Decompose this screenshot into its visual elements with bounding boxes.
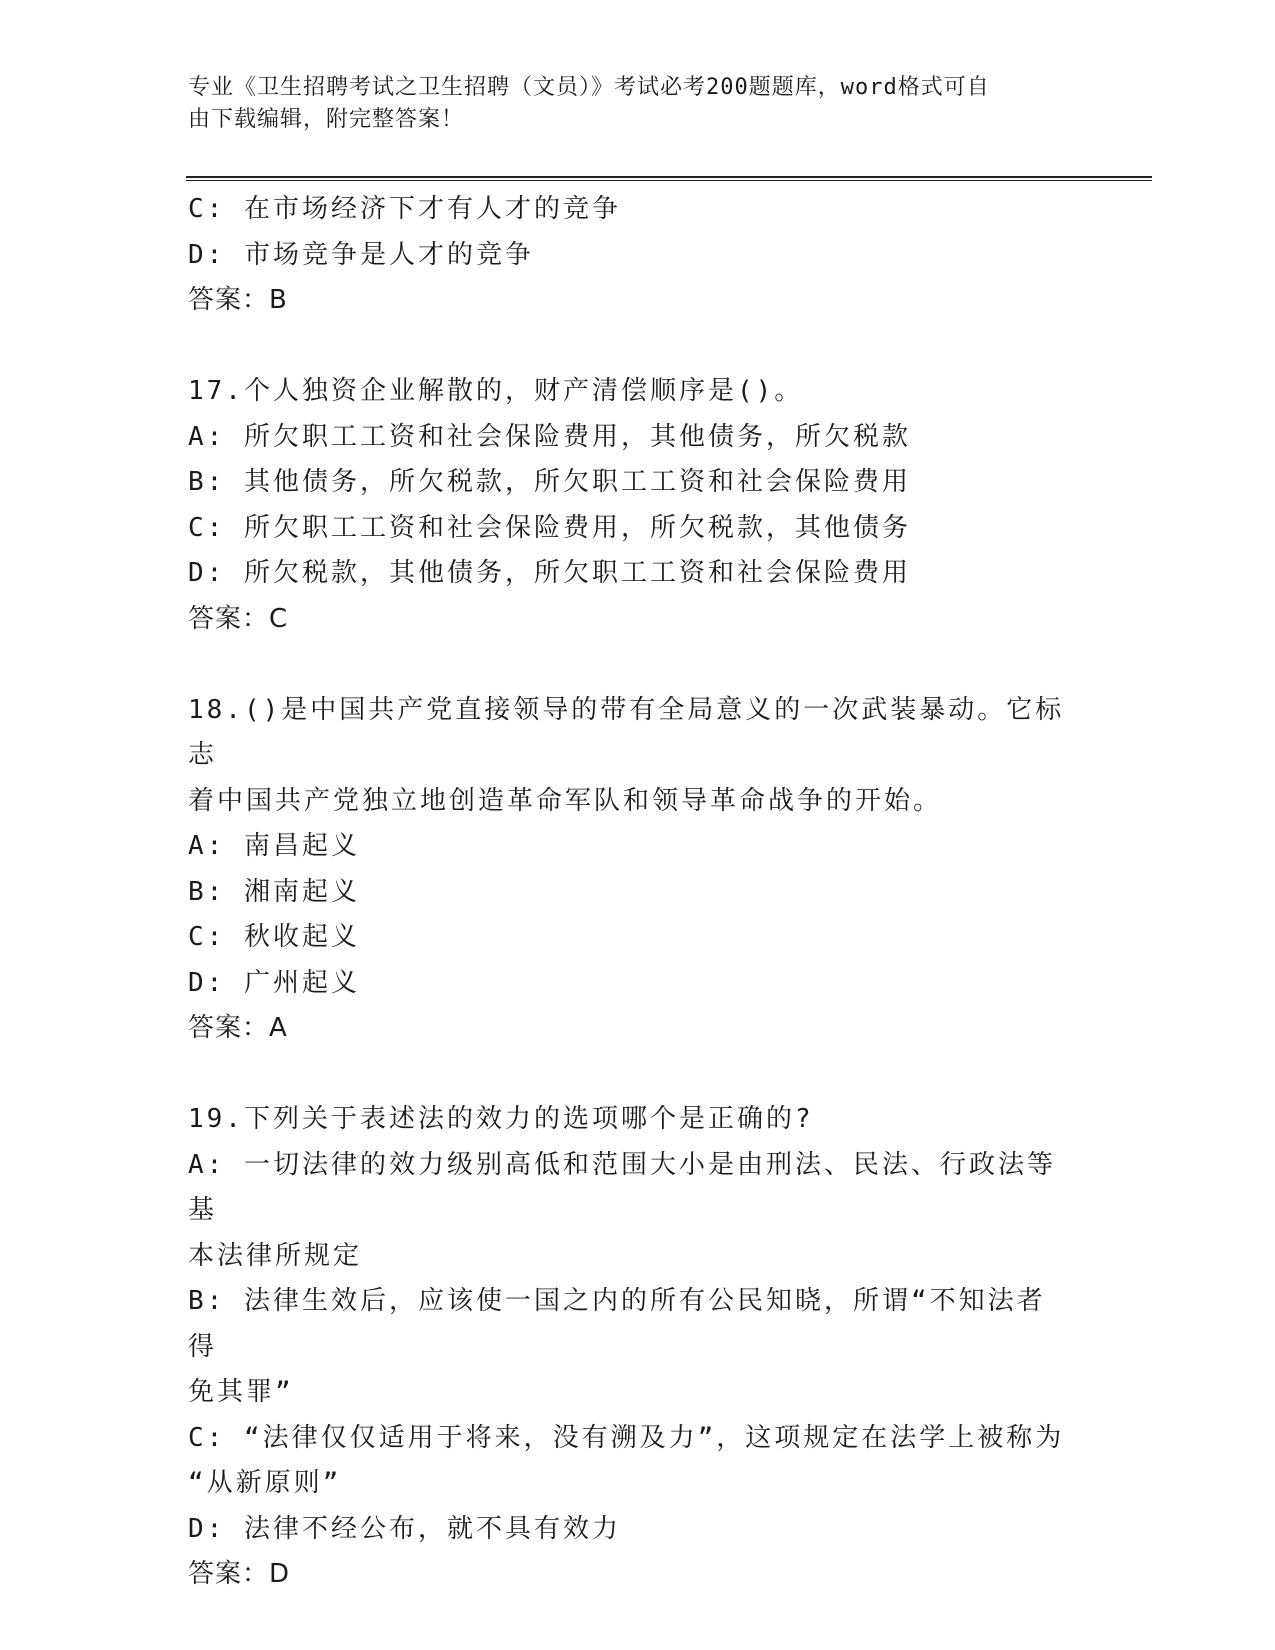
q18-stem-line-1: 18.()是中国共产党直接领导的带有全局意义的一次武装暴动。它标志 — [188, 694, 1065, 770]
q16-option-d: D: 市场竞争是人才的竞争 — [188, 239, 534, 270]
q19-stem: 19.下列关于表述法的效力的选项哪个是正确的? — [188, 1104, 814, 1134]
q19-option-a-line-1: A: 一切法律的效力级别高低和范围大小是由刑法、民法、行政法等基 — [188, 1149, 1056, 1225]
question-list — [188, 187, 1068, 1598]
q19-answer: 答案：D — [188, 1559, 291, 1589]
header-line-2: 由下载编辑，附完整答案！ — [188, 107, 465, 132]
question-17 — [188, 369, 1068, 642]
q19-option-b-line-2: 免其罪” — [188, 1377, 294, 1407]
q18-answer: 答案：A — [188, 1013, 288, 1043]
q17-answer: 答案：C — [188, 603, 289, 634]
header-line-1: 专业《卫生招聘考试之卫生招聘（文员）》考试必考200题题库，word格式可自 — [188, 75, 990, 100]
question-19 — [188, 1097, 1068, 1598]
q19-option-d: D: 法律不经公布，就不具有效力 — [188, 1513, 621, 1544]
q16-option-c: C: 在市场经济下才有人才的竞争 — [188, 194, 621, 224]
q17-option-c: C: 所欠职工工资和社会保险费用，所欠税款，其他债务 — [188, 512, 911, 543]
q18-option-d: D: 广州起义 — [188, 967, 360, 998]
q17-option-b: B: 其他债务，所欠税款，所欠职工工资和社会保险费用 — [188, 467, 911, 497]
header-divider — [186, 176, 1152, 181]
q17-stem: 17.个人独资企业解散的，财产清偿顺序是()。 — [188, 376, 804, 406]
q18-option-c: C: 秋收起义 — [188, 922, 360, 952]
question-16-tail — [188, 187, 1068, 324]
q18-option-b: B: 湘南起义 — [188, 876, 360, 907]
q19-option-a-line-2: 本法律所规定 — [188, 1240, 363, 1271]
q16-answer: 答案：B — [188, 285, 288, 315]
q18-stem-line-2: 着中国共产党独立地创造革命军队和领导革命战争的开始。 — [188, 785, 943, 816]
q19-option-c-line-2: “从新原则” — [188, 1468, 342, 1498]
q17-option-d: D: 所欠税款，其他债务，所欠职工工资和社会保险费用 — [188, 558, 911, 588]
q19-option-b-line-1: B: 法律生效后，应该使一国之内的所有公民知晓，所谓“不知法者得 — [188, 1286, 1046, 1362]
q18-option-a: A: 南昌起义 — [188, 831, 360, 861]
document-header — [188, 72, 1068, 136]
q17-option-a: A: 所欠职工工资和社会保险费用，其他债务，所欠税款 — [188, 421, 911, 452]
q19-option-c-line-1: C: “法律仅仅适用于将来，没有溯及力”，这项规定在法学上被称为 — [188, 1422, 1065, 1453]
question-18 — [188, 688, 1068, 1052]
